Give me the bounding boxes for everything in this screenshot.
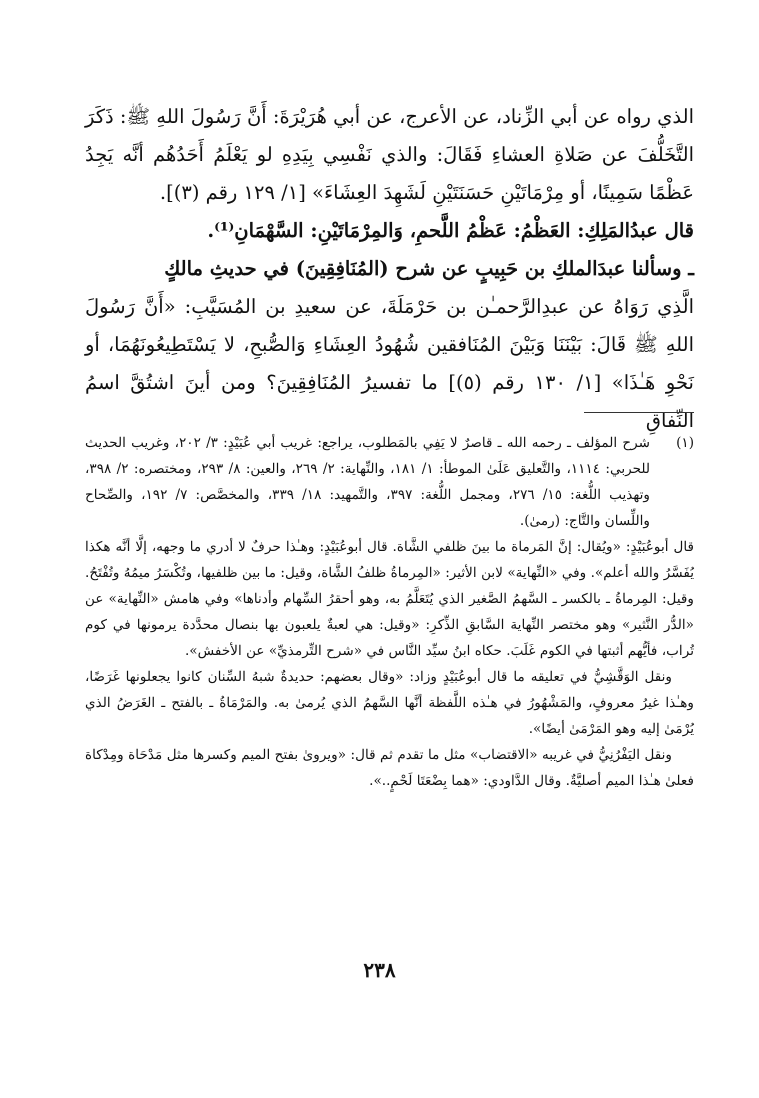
footnotes bbox=[85, 430, 694, 794]
main-paragraph-4: الَّذِي رَوَاهُ عن عبدِالرَّحمـٰن بن حَرْمَلَةَ، عن سعيدِ بن المُسَيَّبِ: «أَنَّ رَسُولَ اللهِ ﷺ قَالَ: بَيْنَنَا وَبَيْنَ المُنَافقين شُهُودُ العِشَاءِ وَالصُّبحِ، لا يَسْتَطِيعُونَهُمَا، أو نَحْوِ هَـٰذَا» [١/ ١٣٠ رقم (٥)] ما تفسيرُ المُنَافِقِينَ؟ ومن أينَ اشتُقَّ اسمُ النِّفاقِ bbox=[85, 295, 694, 432]
footnote-number: (١) bbox=[676, 435, 694, 451]
footnote-text-4: ونقل اليَفْرُنِيُّ في غريبه «الاقتضاب» مثل ما تقدم ثم قال: «ويروىٰ بفتح الميم وكسرها مثل مَدْحَاة ومِدْكاة فعلىٰ هـٰذا الميم أصليَّةٌ. وقال الدَّاودي: «هما بِضْعَتَا لَحْمٍ..». bbox=[85, 747, 694, 789]
footnote-text-3: ونقل الوَقَّشِيُّ في تعليقه ما قال أبوعُبَيْدٍ وزاد: «وقال بعضهم: حديدةٌ شبهُ السِّنان كانوا يجعلونها غَرَضًا، وهـٰذا غيرُ معروفٍ، والمَشْهُورُ في هـٰذه اللَّفظة أنَّها السَّهمُ الذي يُرمىٰ به. والمَرْمَاةُ ـ بالفتح ـ الغَرَضُ الذي يُرْمَىٰ إليه وهو المَرْمَىٰ أيضًا». bbox=[85, 669, 694, 737]
main-paragraph-1: الذي رواه عن أبي الزِّناد، عن الأعرج، عن أبي هُرَيْرَةَ: أَنَّ رَسُولَ اللهِ ﷺ: ذَكَرَ التَّخَلُّفَ عن صَلاةِ العشاءِ فَقَالَ: والذي نَفْسِي بِيَدِهِ لو يَعْلَمُ أَحَدُهُم أنَّه يَجِدُ عَظْمًا سَمِينًا، أو مِرْمَاتَيْنِ حَسَنَتَيْنِ لَشَهِدَ العِشَاءَ» [١/ ١٢٩ رقم (٣)]. bbox=[85, 105, 694, 204]
main-paragraph-3: ـ وسألنا عبدَالملكِ بن حَبِيبٍ عن شرح (المُنَافِقِينَ) في حديثِ مالكٍ bbox=[164, 257, 694, 280]
footnote-text-2: قال أبوعُبَيْدٍ: «ويُقال: إنَّ المَرماة ما بينَ ظلفي الشَّاة. قال أبوعُبَيْدٍ: وهـٰذا حرفٌ لا أدري ما وجهه، إلَّا أنَّه هكذا يُفَسَّرُ والله أعلم». وفي «النِّهاية» لابن الأثير: «المِرماةُ ظلفُ الشَّاة، وقيل: ما بين ظلفيها، وتُكْسَرُ ميمُهُ وتُفْتَحُ. وقيل: المِرماةُ ـ بالكسر ـ السَّهمُ الصَّغير الذي يُتَعَلَّمُ به، وهو أحقرُ السِّهام وأدناها» وفي هامش «النِّهاية» عن «الدُّر النَّثير» وهو مختصر النِّهاية السَّابقِ الذِّكرِ: «وقيل: هي لعبةٌ يلعبون بها بنصال محدَّدة يرمونها في كوم تُراب، فأيُّهم أثبتها في الكوم غَلَبَ. حكاه ابنُ سيِّد النَّاس في «شرح التِّرمذيِّ» عن الأخفش». bbox=[85, 539, 694, 659]
footnote-1 bbox=[85, 430, 694, 534]
page-number: ٢٣٨ bbox=[363, 958, 396, 982]
main-text bbox=[85, 98, 694, 440]
footnote-text-1: شرح المؤلف ـ رحمه الله ـ قاصرٌ لا يَفِي بالمَطلوب، يراجع: غريب أبي عُبَيْدٍ: ٣/ ٢٠٢، وغريب الحديث للحربي: ١١١٤، والتَّعليق عَلَىٰ الموطأ: ١/ ١٨١، والنِّهاية: ٢/ ٢٦٩، والعين: ٨/ ٢٩٣، ومختصره: ٢/ ٣٩٨، وتهذيب اللُّغة: ١٥/ ٢٧٦، ومجمل اللُّغة: ٣٩٧، والتَّمهيد: ١٨/ ٣٣٩، والمخصَّص: ٧/ ١٩٢، والصِّحاح واللِّسان والتَّاج: (رمىٰ). bbox=[85, 435, 651, 529]
footnote-separator bbox=[584, 412, 694, 413]
main-paragraph-2: قال عبدُالمَلِكِ: العَظْمُ: عَظْمُ اللَّحمِ، وَالمِرْمَاتَيْنِ: السَّهْمَانِ⁽¹⁾. bbox=[207, 219, 694, 242]
